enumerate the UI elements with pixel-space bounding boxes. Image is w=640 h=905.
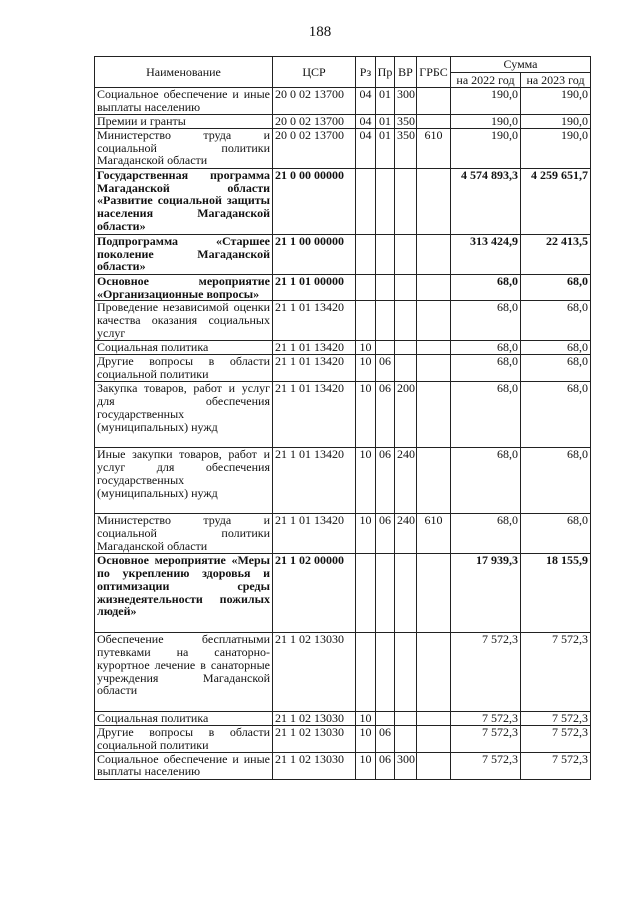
row-vr — [395, 712, 417, 726]
row-pr: 01 — [376, 88, 395, 115]
row-sum-2023: 7 572,3 — [521, 752, 591, 779]
row-sum-2023: 68,0 — [521, 301, 591, 341]
row-pr: 01 — [376, 128, 395, 168]
row-csr: 21 1 02 13030 — [273, 633, 356, 712]
row-rz: 10 — [356, 752, 376, 779]
row-rz: 04 — [356, 115, 376, 129]
row-csr: 21 1 02 00000 — [273, 554, 356, 633]
row-sum-2022: 68,0 — [451, 448, 521, 514]
row-grbs — [417, 382, 451, 448]
row-vr — [395, 355, 417, 382]
table-row — [95, 341, 591, 355]
row-rz — [356, 554, 376, 633]
table-body — [95, 88, 591, 780]
row-pr — [376, 712, 395, 726]
row-pr — [376, 274, 395, 301]
row-vr — [395, 725, 417, 752]
header-vr: ВР — [395, 57, 417, 88]
row-rz: 10 — [356, 382, 376, 448]
row-csr: 21 1 01 13420 — [273, 301, 356, 341]
row-grbs — [417, 301, 451, 341]
row-pr — [376, 554, 395, 633]
row-grbs — [417, 88, 451, 115]
row-sum-2022: 7 572,3 — [451, 752, 521, 779]
row-name: Основное мероприятие «Меры по укреплению здоровья и оптимизации среды жизнедеятельности пожилых людей» — [95, 554, 273, 633]
header-pr: Пр — [376, 57, 395, 88]
header-sum: Сумма — [451, 57, 591, 73]
table-row — [95, 128, 591, 168]
table-row — [95, 633, 591, 712]
row-sum-2023: 68,0 — [521, 382, 591, 448]
header-year-2022: на 2022 год — [451, 73, 521, 88]
row-name: Закупка товаров, работ и услуг для обеспечения государственных (муниципальных) нужд — [95, 382, 273, 448]
row-name: Социальное обеспечение и иные выплаты населению — [95, 88, 273, 115]
header-grbs: ГРБС — [417, 57, 451, 88]
row-name: Министерство труда и социальной политики Магаданской области — [95, 128, 273, 168]
table-row — [95, 752, 591, 779]
row-pr — [376, 168, 395, 234]
row-csr: 21 1 01 13420 — [273, 341, 356, 355]
row-rz: 10 — [356, 712, 376, 726]
row-csr: 21 1 01 13420 — [273, 448, 356, 514]
row-pr — [376, 633, 395, 712]
row-grbs: 610 — [417, 128, 451, 168]
row-name: Иные закупки товаров, работ и услуг для обеспечения государственных (муниципальных) нужд — [95, 448, 273, 514]
row-pr — [376, 301, 395, 341]
row-sum-2022: 68,0 — [451, 274, 521, 301]
row-sum-2023: 68,0 — [521, 514, 591, 554]
row-pr: 01 — [376, 115, 395, 129]
row-sum-2022: 190,0 — [451, 115, 521, 129]
row-grbs — [417, 168, 451, 234]
row-sum-2022: 190,0 — [451, 88, 521, 115]
row-sum-2022: 68,0 — [451, 341, 521, 355]
row-grbs — [417, 115, 451, 129]
row-grbs — [417, 448, 451, 514]
table-row — [95, 88, 591, 115]
row-sum-2022: 313 424,9 — [451, 234, 521, 274]
row-vr — [395, 234, 417, 274]
row-rz — [356, 234, 376, 274]
row-csr: 21 1 01 13420 — [273, 355, 356, 382]
row-grbs: 610 — [417, 514, 451, 554]
row-name: Другие вопросы в области социальной политики — [95, 725, 273, 752]
row-name: Социальная политика — [95, 341, 273, 355]
header-rz: Рз — [356, 57, 376, 88]
row-rz — [356, 274, 376, 301]
row-csr: 21 1 02 13030 — [273, 725, 356, 752]
row-rz: 10 — [356, 725, 376, 752]
row-vr — [395, 301, 417, 341]
row-grbs — [417, 274, 451, 301]
row-vr: 240 — [395, 514, 417, 554]
row-rz — [356, 633, 376, 712]
row-csr: 20 0 02 13700 — [273, 128, 356, 168]
table-row — [95, 115, 591, 129]
row-rz: 04 — [356, 88, 376, 115]
row-rz: 10 — [356, 355, 376, 382]
row-csr: 21 1 01 00000 — [273, 274, 356, 301]
row-vr: 350 — [395, 128, 417, 168]
header-name: Наименование — [95, 57, 273, 88]
row-vr — [395, 168, 417, 234]
table-row — [95, 274, 591, 301]
row-sum-2022: 68,0 — [451, 355, 521, 382]
row-vr: 300 — [395, 88, 417, 115]
row-name: Другие вопросы в области социальной политики — [95, 355, 273, 382]
row-sum-2023: 190,0 — [521, 115, 591, 129]
row-vr: 240 — [395, 448, 417, 514]
row-sum-2022: 4 574 893,3 — [451, 168, 521, 234]
row-vr: 350 — [395, 115, 417, 129]
row-vr: 300 — [395, 752, 417, 779]
row-csr: 20 0 02 13700 — [273, 115, 356, 129]
table-row — [95, 382, 591, 448]
row-vr — [395, 274, 417, 301]
row-name: Премии и гранты — [95, 115, 273, 129]
row-sum-2022: 7 572,3 — [451, 712, 521, 726]
row-sum-2023: 68,0 — [521, 274, 591, 301]
row-pr: 06 — [376, 514, 395, 554]
row-pr — [376, 234, 395, 274]
row-grbs — [417, 554, 451, 633]
row-vr: 200 — [395, 382, 417, 448]
row-csr: 21 1 01 13420 — [273, 514, 356, 554]
row-csr: 21 1 02 13030 — [273, 752, 356, 779]
row-name: Социальное обеспечение и иные выплаты населению — [95, 752, 273, 779]
row-pr: 06 — [376, 752, 395, 779]
row-sum-2023: 190,0 — [521, 128, 591, 168]
row-sum-2022: 68,0 — [451, 514, 521, 554]
table-row — [95, 712, 591, 726]
row-name: Проведение независимой оценки качества оказания социальных услуг — [95, 301, 273, 341]
row-grbs — [417, 752, 451, 779]
row-pr: 06 — [376, 382, 395, 448]
row-sum-2022: 7 572,3 — [451, 633, 521, 712]
row-sum-2022: 17 939,3 — [451, 554, 521, 633]
row-name: Основное мероприятие «Организационные вопросы» — [95, 274, 273, 301]
row-rz: 10 — [356, 448, 376, 514]
row-sum-2022: 190,0 — [451, 128, 521, 168]
row-name: Обеспечение бесплатными путевками на санаторно-курортное лечение в санаторные учреждения Магаданской области — [95, 633, 273, 712]
row-grbs — [417, 712, 451, 726]
table-row — [95, 234, 591, 274]
row-sum-2022: 68,0 — [451, 301, 521, 341]
row-name: Социальная политика — [95, 712, 273, 726]
row-sum-2022: 68,0 — [451, 382, 521, 448]
row-sum-2023: 18 155,9 — [521, 554, 591, 633]
row-rz — [356, 168, 376, 234]
table-row — [95, 355, 591, 382]
row-vr — [395, 554, 417, 633]
header-csr: ЦСР — [273, 57, 356, 88]
table-row — [95, 301, 591, 341]
row-grbs — [417, 234, 451, 274]
table-row — [95, 554, 591, 633]
row-csr: 21 0 00 00000 — [273, 168, 356, 234]
row-name: Подпрограмма «Старшее поколение Магаданской области» — [95, 234, 273, 274]
row-sum-2023: 68,0 — [521, 448, 591, 514]
table-row — [95, 448, 591, 514]
row-sum-2023: 190,0 — [521, 88, 591, 115]
row-grbs — [417, 355, 451, 382]
row-vr — [395, 633, 417, 712]
row-rz: 10 — [356, 514, 376, 554]
row-rz — [356, 301, 376, 341]
row-sum-2022: 7 572,3 — [451, 725, 521, 752]
row-grbs — [417, 633, 451, 712]
row-grbs — [417, 725, 451, 752]
row-csr: 21 1 00 00000 — [273, 234, 356, 274]
row-name: Государственная программа Магаданской области «Развитие социальной защиты населения Магаданской области» — [95, 168, 273, 234]
row-pr: 06 — [376, 448, 395, 514]
page-number: 188 — [308, 24, 332, 40]
row-csr: 20 0 02 13700 — [273, 88, 356, 115]
row-pr: 06 — [376, 355, 395, 382]
row-rz: 10 — [356, 341, 376, 355]
row-sum-2023: 22 413,5 — [521, 234, 591, 274]
row-sum-2023: 68,0 — [521, 355, 591, 382]
row-vr — [395, 341, 417, 355]
row-grbs — [417, 341, 451, 355]
budget-table — [94, 56, 591, 780]
table-row — [95, 514, 591, 554]
table-row — [95, 725, 591, 752]
row-pr — [376, 341, 395, 355]
header-year-2023: на 2023 год — [521, 73, 591, 88]
row-rz: 04 — [356, 128, 376, 168]
row-csr: 21 1 01 13420 — [273, 382, 356, 448]
row-name: Министерство труда и социальной политики Магаданской области — [95, 514, 273, 554]
row-sum-2023: 4 259 651,7 — [521, 168, 591, 234]
row-sum-2023: 7 572,3 — [521, 712, 591, 726]
row-sum-2023: 7 572,3 — [521, 633, 591, 712]
row-csr: 21 1 02 13030 — [273, 712, 356, 726]
row-sum-2023: 7 572,3 — [521, 725, 591, 752]
row-sum-2023: 68,0 — [521, 341, 591, 355]
table-row — [95, 168, 591, 234]
row-pr: 06 — [376, 725, 395, 752]
